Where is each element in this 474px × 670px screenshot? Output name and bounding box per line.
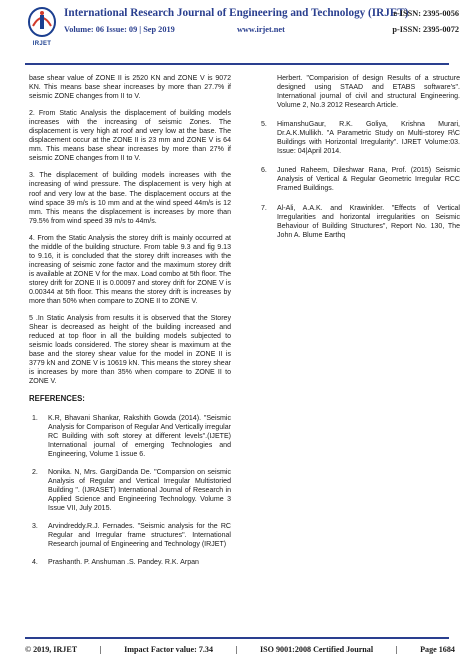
reference-text: K.R, Bhavani Shankar, Rakshith Gowda (2014). "Seismic Analysis for Comparison of Regular And Vertically irregular RC Building with soft storey at different levels".(IJETE) International journal of emerging Technologies and Engineering, Volume 1 issue 6. [48,414,231,458]
page-number: Page 1684 [420,645,455,654]
reference-number: 7. [261,204,267,212]
reference-text: Arvindreddy.R.J. Fernades. "Seismic analysis for the RC Regular and Irregular frame structures". International Research journal of Engineering and Technology (IRJET) [48,522,231,549]
reference-number: 4. [32,559,38,567]
reference-text: Juned Raheem, Dileshwar Rana, Prof. (2015) Seismic Analysis of Vertical & Regular Geometric Irregular RCC Framed Buildings. [277,167,460,193]
page-footer [25,645,455,654]
reference-item [258,120,460,156]
reference-text: Prashanth. P. Anshuman .S. Pandey. R.K. Arpan [48,559,199,567]
reference-item [258,204,460,240]
logo-text: IRJET [32,41,52,47]
volume-issue: Volume: 06 Issue: 09 | Sep 2019 [64,25,175,34]
reference-item [258,166,460,193]
footer-separator: | [395,645,398,654]
website-link[interactable]: www.irjet.net [236,25,285,34]
journal-title: International Research Journal of Engineering and Technology (IRJET) [64,7,409,19]
conclusion-paragraph: 2. From Static Analysis the displacement of building models increases with the increasing of seismic Zones. The displacement is very high at roof and very low at the base. The displacement occur at the ZONE II is 23 mm and ZONE V is 64 mm. This means base shear increases by more than 27% if seismic ZONE changes from II to V. [29,110,231,163]
footer-separator: | [235,645,238,654]
header-divider [25,63,449,65]
reference-number: 1. [32,414,38,422]
reference-item [29,414,231,459]
volume-line [64,25,285,34]
reference-text: Herbert. "Comparision of design Results of a structure designed using STAAD and ETABS software's". International journal of civil and structural Engineering. Volume 2, No.3 2012 Research Article. [277,75,460,110]
reference-item [29,558,231,567]
references-heading: REFERENCES: [29,394,85,404]
reference-item [29,522,231,549]
reference-number: 5. [261,121,267,129]
reference-item [29,468,231,513]
conclusion-paragraph: 5 .In Static Analysis from results it is observed that the Storey Shear is decreased as height of the building increased and reduced at top floor in all the building models subjected to seismic loads considered. The storey shear is maximum at the base and the storey shear value for the model in ZONE II is 3779 kN and ZONE V is 10619 kN. This means the storey shear is increases by more than 35% when compare to ZONE II to ZONE V. [29,315,231,386]
copyright: © 2019, IRJET [25,645,78,654]
conclusion-paragraph: base shear value of ZONE II is 2520 KN and ZONE V is 9072 KN. This means base shear increases by more than 27.7% if seismic ZONE changes from II to V. [29,75,231,101]
left-column [29,74,231,576]
right-column [258,74,460,250]
irjet-logo [27,6,57,38]
conclusion-paragraph: 4. From the Static Analysis the storey drift is mainly occurred at the middle of the building structure. From table 9.3 and fig 9.13 to 9.16, it is concluded that the storey drift increases with the increasing of seismic zone factor and the maximum storey drift is available at ZONE V for the max. Load combo at 5th floor. The storey drift for ZONE II is 0.00097 and storey drift for ZONE V is 0.00344 at 5th floor. This means the storey drift is increases by more than 50% when compare to ZONE II to ZONE V. [29,234,231,306]
e-issn: e-ISSN: 2395-0056 [393,9,459,18]
reference-text: Al-Ali, A.A.K. and Krawinkler. "Effects of Vertical Irregularities and horizontal irregularities on Seismic Behaviour of Building Structures", Report No. 130, The John A. Blume Earthq [277,204,460,239]
reference-number: 3. [32,522,38,530]
page-header [25,4,465,60]
reference-number: 6. [261,167,267,175]
iso-certification: ISO 9001:2008 Certified Journal [260,645,374,654]
reference-text: Nonika. N, Mrs. GargiDanda De. "Comparsion on seismic Analysis of Regular and Vertical Irregular Multistoried Building ". (IJRASET) International Journal of Research in Applied Science and Engineering Technology. Volume 3 Issue VII, July 2015. [48,468,231,512]
impact-factor: Impact Factor value: 7.34 [124,645,214,654]
reference-continuation [258,74,460,110]
conclusion-paragraph: 3. The displacement of building models increases with the increasing of wind pressure. The displacement is very high at roof and very low at the base. The displacement occurs at the wind space 39 m/s is 10 mm and at the wind speed 44m/s is 12 mm. This means the displacement is increases by more than 79.5% from wind speed 39 m/s to 44m/s. [29,172,231,225]
reference-number: 2. [32,468,38,476]
footer-divider [25,637,449,639]
p-issn: p-ISSN: 2395-0072 [392,25,459,34]
reference-text: HimanshuGaur, R.K. Goliya, Krishna Murari, Dr.A.K.Mullikh. "A Parametric Study on Multi-storey R\C Buildings with Horizontal Irregularity". IJRET Volume:03. Issue: 04|April 2014. [277,121,460,156]
footer-separator: | [99,645,102,654]
